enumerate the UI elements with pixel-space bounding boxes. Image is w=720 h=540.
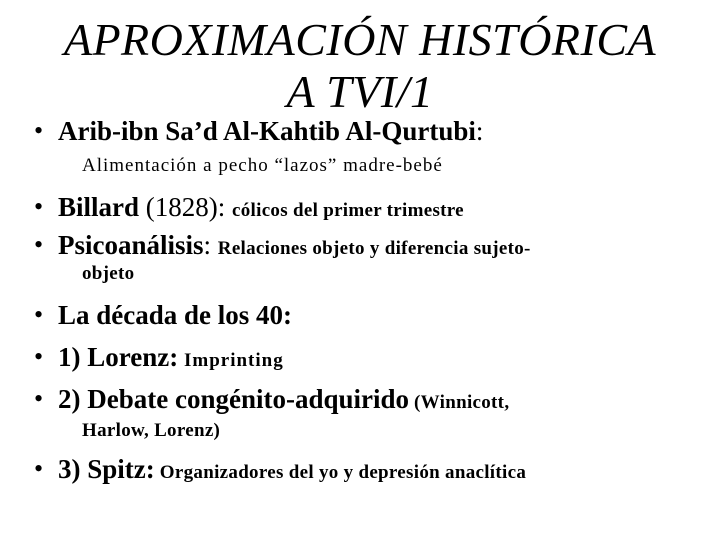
bullet-detail: Relaciones objeto y diferencia sujeto- <box>217 238 531 259</box>
bullet-year: (1828): <box>139 192 232 222</box>
bullet-heading: 2) Debate congénito-adquirido <box>58 384 409 414</box>
bullet-marker: • <box>34 454 44 483</box>
bullet-item <box>34 383 510 419</box>
title-line-1: APROXIMACIÓN HISTÓRICA <box>63 14 657 65</box>
bullet-heading: 3) Spitz: <box>58 454 155 484</box>
bullet-marker: • <box>34 230 44 259</box>
bullet-continuation: Alimentación a pecho “lazos” madre-bebé <box>82 155 443 176</box>
bullet-separator: : <box>203 230 218 260</box>
bullet-item <box>34 115 484 147</box>
bullet-detail: (Winnicott, <box>409 392 510 413</box>
bullet-marker: • <box>34 192 44 221</box>
bullet-item <box>34 229 531 265</box>
bullet-heading: Billard <box>58 192 140 222</box>
title-line-2: A TVI/1 <box>286 66 434 117</box>
bullet-continuation: Harlow, Lorenz) <box>82 420 221 441</box>
bullet-marker: • <box>34 116 44 145</box>
bullet-marker: • <box>34 342 44 371</box>
bullet-heading: La década de los 40: <box>58 300 293 330</box>
bullet-heading: Arib-ibn Sa’d Al-Kahtib Al-Qurtubi <box>58 116 476 146</box>
bullet-item <box>34 299 293 331</box>
bullet-marker: • <box>34 300 44 329</box>
bullet-continuation: objeto <box>82 263 135 284</box>
bullet-heading: 1) Lorenz: <box>58 342 179 372</box>
bullet-detail: Imprinting <box>178 350 284 371</box>
bullet-item <box>34 191 464 227</box>
bullet-detail: Organizadores del yo y depresión anaclítica <box>154 462 527 483</box>
bullet-item <box>34 341 284 377</box>
bullet-item <box>34 453 527 489</box>
bullet-separator: : <box>475 116 484 146</box>
bullet-heading: Psicoanálisis <box>58 230 204 260</box>
bullet-marker: • <box>34 384 44 413</box>
bullet-detail: cólicos del primer trimestre <box>232 200 464 221</box>
